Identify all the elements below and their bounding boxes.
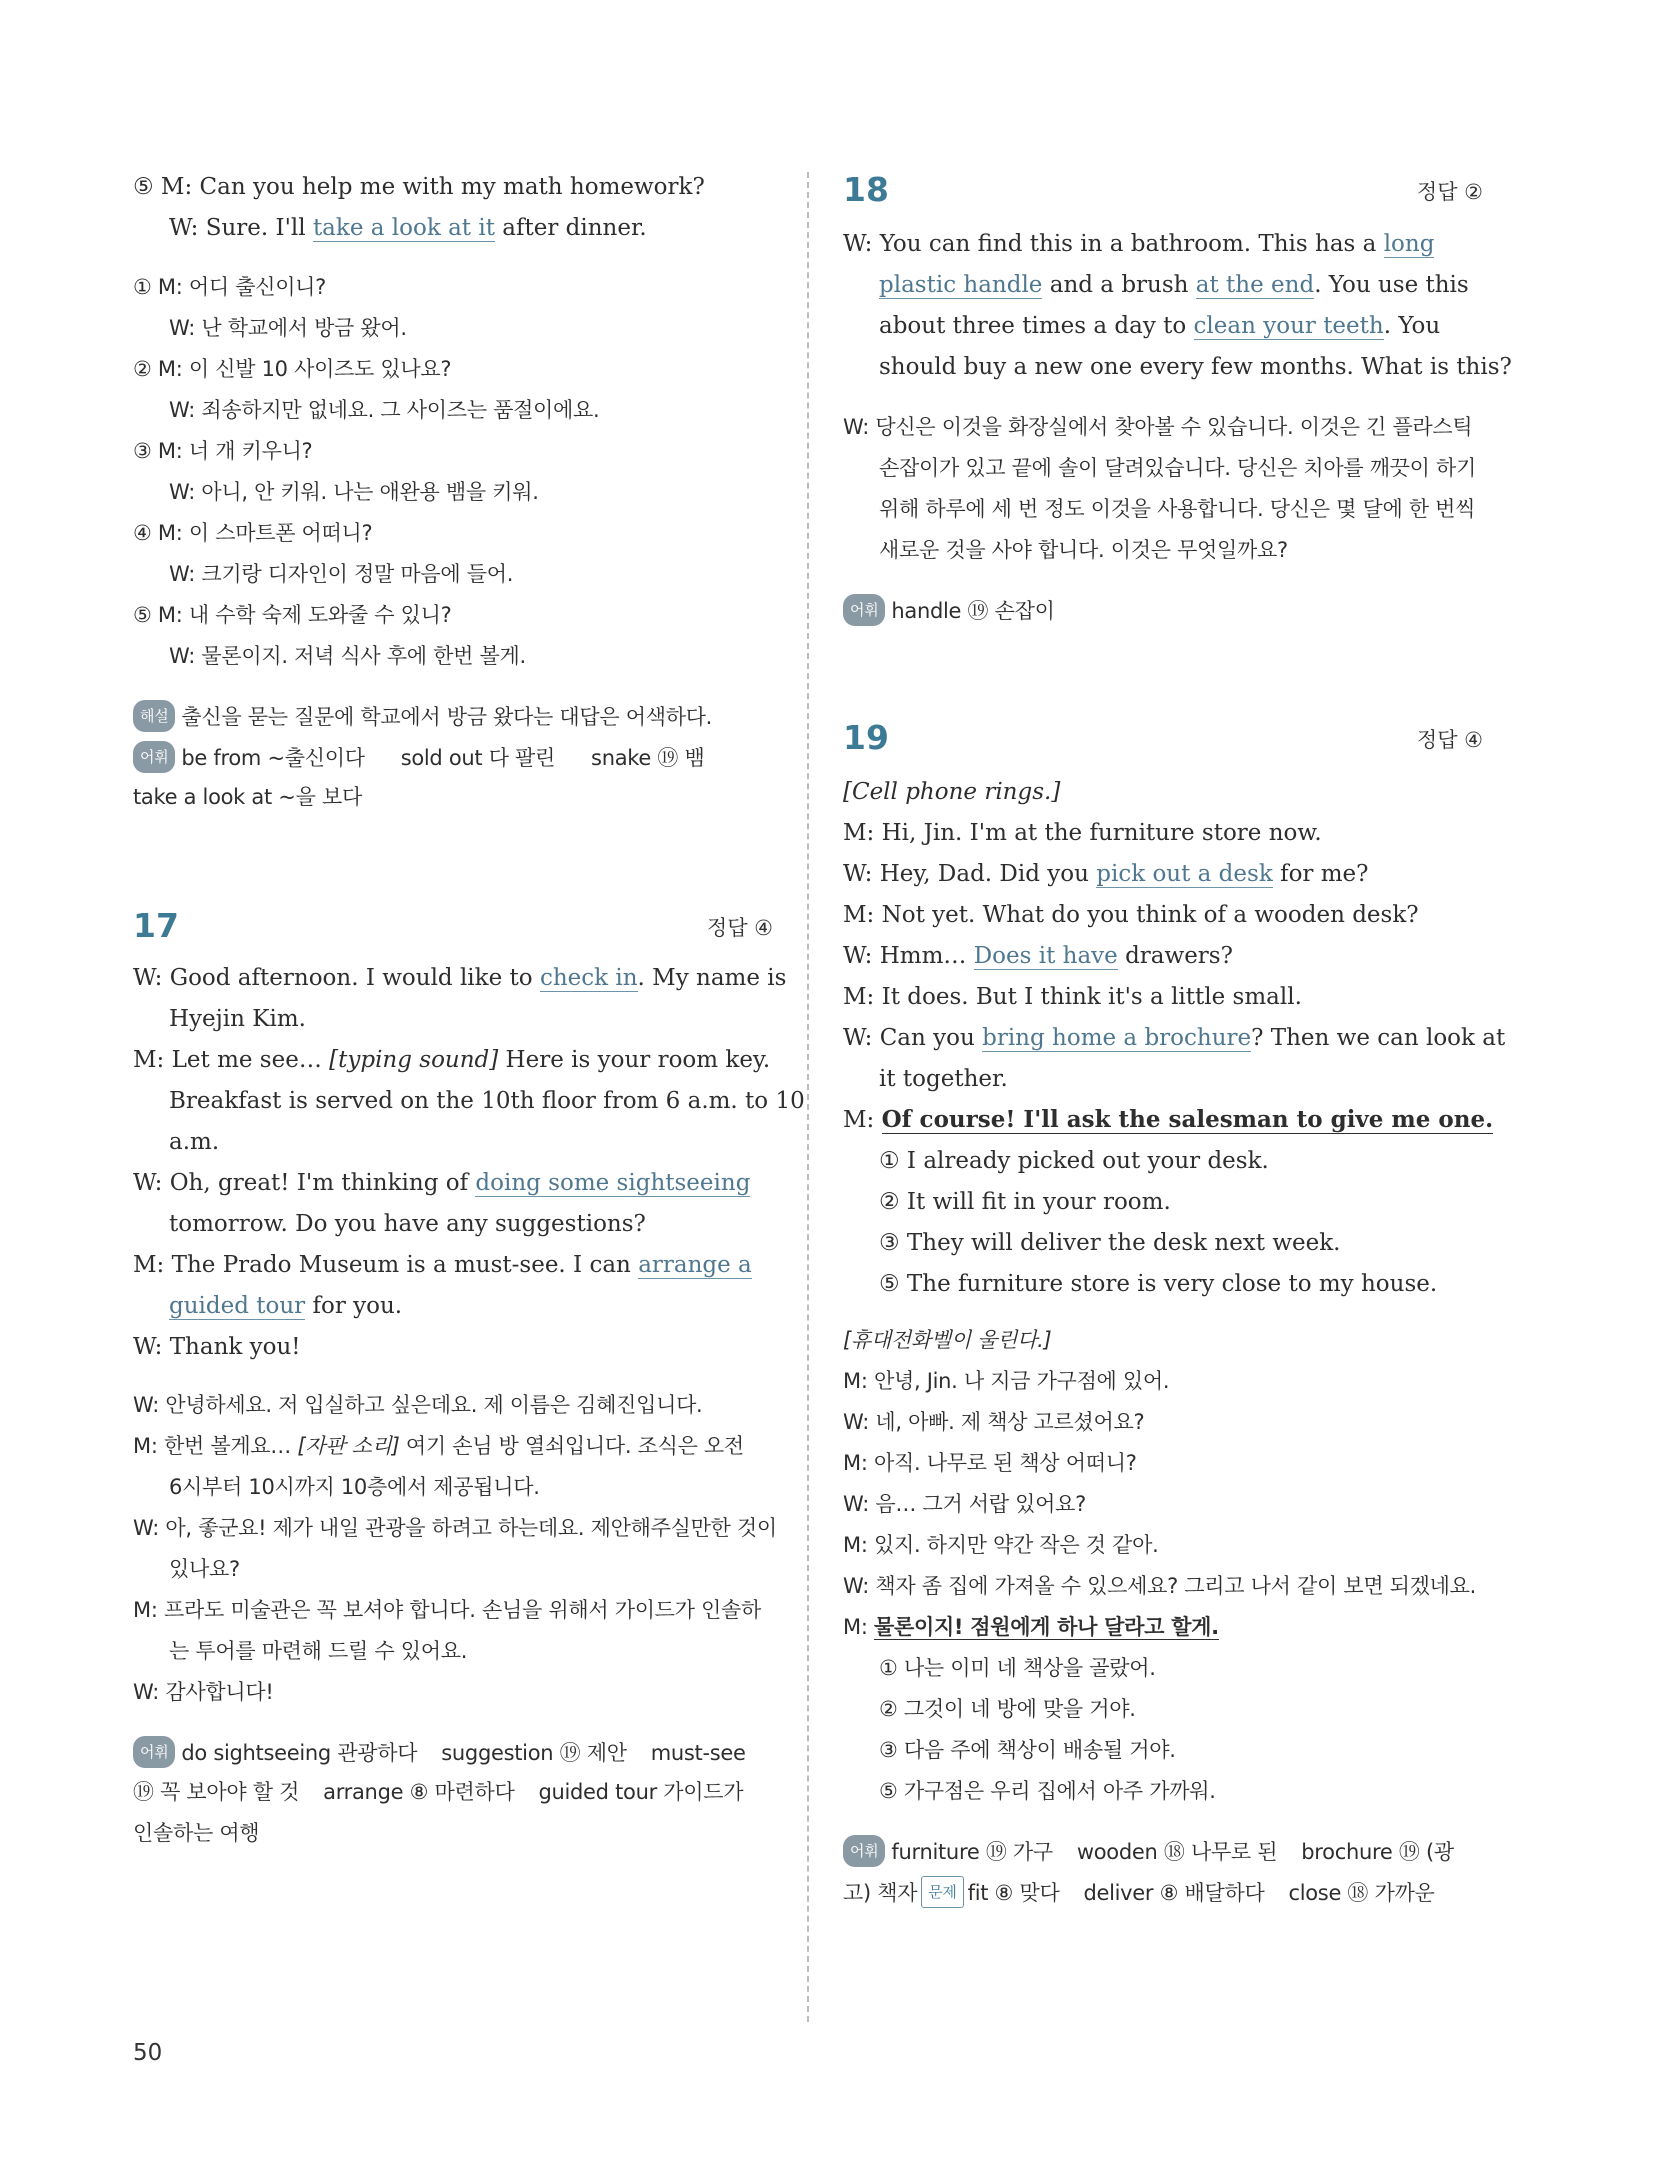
- vocab-tag: 어휘: [133, 1736, 175, 1768]
- question-number: 18: [843, 170, 889, 209]
- option-line: ③ They will deliver the desk next week.: [879, 1230, 1341, 1256]
- option-line: ② It will fit in your room.: [879, 1189, 1171, 1215]
- translation-line: M: 한번 볼게요… [자판 소리] 여기 손님 방 열쇠입니다. 조식은 오전: [133, 1434, 744, 1458]
- translation-line: W: 물론이지. 저녁 식사 후에 한번 볼게.: [169, 644, 526, 668]
- option-line: ③ 다음 주에 책상이 배송될 거야.: [879, 1738, 1176, 1762]
- dialogue-line: plastic handle and a brush at the end. You use this: [879, 272, 1469, 298]
- dictation-blank: Does it have: [973, 943, 1118, 969]
- translation-line: W: 난 학교에서 방금 왔어.: [169, 316, 407, 340]
- translation-line: W: 안녕하세요. 저 입실하고 싶은데요. 제 이름은 김혜진입니다.: [133, 1393, 703, 1417]
- translation-line: 는 투어를 마련해 드릴 수 있어요.: [169, 1639, 468, 1663]
- translation-line: 6시부터 10시까지 10층에서 제공됩니다.: [169, 1475, 540, 1499]
- dialogue-line: M: Let me see… [typing sound] Here is your room key.: [133, 1047, 771, 1073]
- question-number: 19: [843, 718, 889, 757]
- translation-line: M: 물론이지! 점원에게 하나 달라고 할게.: [843, 1615, 1219, 1639]
- translation-line: M: 프라도 미술관은 꼭 보셔야 합니다. 손님을 위해서 가이드가 인솔하: [133, 1598, 761, 1622]
- dialogue-line: Breakfast is served on the 10th floor from 6 a.m. to 10: [169, 1088, 805, 1114]
- dialogue-line: M: Not yet. What do you think of a wooden desk?: [843, 902, 1419, 928]
- page-number: 50: [133, 2040, 163, 2066]
- dialogue-line: it together.: [879, 1066, 1008, 1092]
- dialogue-line: W: You can find this in a bathroom. This has a long: [843, 231, 1435, 257]
- translation-line: ① M: 어디 출신이니?: [133, 275, 327, 299]
- translation-line: ⑤ M: 내 수학 숙제 도와줄 수 있니?: [133, 603, 452, 627]
- translation-line: M: 아직. 나무로 된 책상 어떠니?: [843, 1451, 1137, 1475]
- option-line: ① 나는 이미 네 책상을 골랐어.: [879, 1656, 1156, 1680]
- translation-line: W: 음… 그거 서랍 있어요?: [843, 1492, 1086, 1516]
- option-line: ① I already picked out your desk.: [879, 1148, 1269, 1174]
- translation-line: M: 있지. 하지만 약간 작은 것 같아.: [843, 1533, 1159, 1557]
- dialogue-line: a.m.: [169, 1129, 220, 1155]
- stage-direction: [Cell phone rings.]: [843, 779, 1061, 805]
- dictation-blank: plastic handle: [879, 272, 1043, 298]
- translation-line: 있나요?: [169, 1557, 240, 1581]
- dialogue-line: should buy a new one every few months. What is this?: [879, 354, 1512, 380]
- option-line: ⑤ 가구점은 우리 집에서 아주 가까워.: [879, 1779, 1216, 1803]
- dictation-blank: doing some sightseeing: [475, 1170, 751, 1196]
- vocab-tag: 어휘: [843, 594, 885, 626]
- dialogue-line: W: Sure. I'll take a look at it after dinner.: [169, 215, 647, 241]
- dialogue-line: M: It does. But I think it's a little small.: [843, 984, 1302, 1010]
- vocab-tag: 어휘: [843, 1835, 885, 1867]
- dictation-blank: guided tour: [169, 1293, 306, 1319]
- option-line: ⑤ The furniture store is very close to my house.: [879, 1271, 1438, 1297]
- answer-sentence: Of course! I'll ask the salesman to give me one.: [881, 1106, 1494, 1133]
- translation-line: W: 당신은 이것을 화장실에서 찾아볼 수 있습니다. 이것은 긴 플라스틱: [843, 415, 1473, 439]
- dialogue-line: W: Hey, Dad. Did you pick out a desk for me?: [843, 861, 1369, 887]
- dialogue-line: M: Of course! I'll ask the salesman to give me one.: [843, 1106, 1494, 1133]
- dialogue-line: W: Good afternoon. I would like to check in. My name is: [133, 965, 787, 991]
- dictation-blank: at the end: [1195, 272, 1315, 298]
- translation-line: 위해 하루에 세 번 정도 이것을 사용합니다. 당신은 몇 달에 한 번씩: [879, 497, 1476, 521]
- translation-line: W: 크기랑 디자인이 정말 마음에 들어.: [169, 562, 514, 586]
- translation-line: W: 아니, 안 키워. 나는 애완용 뱀을 키워.: [169, 480, 539, 504]
- translation-line: ④ M: 이 스마트폰 어떠니?: [133, 521, 373, 545]
- vocab-line: 고) 책자 문제 fit ⑧ 맞다 deliver ⑧ 배달하다 close ⑱ 가까운: [843, 1876, 1434, 1908]
- explanation-line: 해설 출신을 묻는 질문에 학교에서 방금 왔다는 대답은 어색하다.: [133, 700, 712, 732]
- answer-sentence: 물론이지! 점원에게 하나 달라고 할게.: [873, 1615, 1219, 1639]
- translation-line: W: 감사합니다!: [133, 1680, 274, 1704]
- dialogue-line: Hyejin Kim.: [169, 1006, 306, 1032]
- option-line: ② 그것이 네 방에 맞을 거야.: [879, 1697, 1136, 1721]
- translation-line: 손잡이가 있고 끝에 솔이 달려있습니다. 당신은 치아를 깨끗이 하기: [879, 456, 1476, 480]
- dialogue-line: tomorrow. Do you have any suggestions?: [169, 1211, 646, 1237]
- translation-line: W: 아, 좋군요! 제가 내일 관광을 하려고 하는데요. 제안해주실만한 것이: [133, 1516, 777, 1540]
- dictation-blank: bring home a brochure: [982, 1025, 1252, 1051]
- dialogue-line: about three times a day to clean your teeth. You: [879, 313, 1441, 339]
- vocab-tag: 어휘: [133, 741, 175, 773]
- answer-key: 정답 ④: [1416, 728, 1483, 752]
- explanation-tag: 해설: [133, 700, 175, 732]
- translation-line: 새로운 것을 사야 합니다. 이것은 무엇일까요?: [879, 538, 1288, 562]
- dialogue-line: M: The Prado Museum is a must-see. I can arrange a: [133, 1252, 752, 1278]
- vocab-line: 어휘 be from ~출신이다 sold out 다 팔린 snake ⑲ 뱀: [133, 741, 704, 773]
- translation-line: W: 네, 아빠. 제 책상 고르셨어요?: [843, 1410, 1145, 1434]
- dialogue-line: W: Oh, great! I'm thinking of doing some sightseeing: [133, 1170, 751, 1196]
- translation-line: W: 죄송하지만 없네요. 그 사이즈는 품절이에요.: [169, 398, 600, 422]
- column-divider: [807, 172, 809, 2022]
- vocab-line: ⑲ 꼭 보아야 할 것 arrange ⑧ 마련하다 guided tour 가이드가: [133, 1780, 744, 1804]
- translation-line: W: 책자 좀 집에 가져올 수 있으세요? 그리고 나서 같이 보면 되겠네요.: [843, 1574, 1476, 1598]
- question-number: 17: [133, 906, 179, 945]
- dictation-blank: pick out a desk: [1096, 861, 1273, 887]
- dictation-blank: arrange a: [638, 1252, 752, 1278]
- vocab-line: take a look at ~을 보다: [133, 785, 362, 809]
- stage-direction: [휴대전화벨이 울린다.]: [843, 1328, 1052, 1352]
- translation-line: M: 안녕, Jin. 나 지금 가구점에 있어.: [843, 1369, 1170, 1393]
- dialogue-line: M: Hi, Jin. I'm at the furniture store now.: [843, 820, 1322, 846]
- vocab-line: 인솔하는 여행: [133, 1821, 260, 1845]
- vocab-line: 어휘 furniture ⑲ 가구 wooden ⑱ 나무로 된 brochure ⑲ (광: [843, 1835, 1454, 1867]
- dictation-blank: take a look at it: [312, 215, 495, 241]
- translation-line: ③ M: 너 개 키우니?: [133, 439, 313, 463]
- dialogue-line: W: Hmm… Does it have drawers?: [843, 943, 1233, 969]
- dictation-blank: long: [1383, 231, 1435, 257]
- answer-key: 정답 ②: [1416, 180, 1483, 204]
- dialogue-line: W: Can you bring home a brochure? Then we can look at: [843, 1025, 1506, 1051]
- dialogue-line: ⑤ M: Can you help me with my math homework?: [133, 174, 705, 200]
- answer-key: 정답 ④: [706, 916, 773, 940]
- problem-tag: 문제: [921, 1876, 963, 1908]
- dictation-blank: check in: [539, 965, 638, 991]
- dictation-blank: clean your teeth: [1193, 313, 1384, 339]
- vocab-line: 어휘 handle ⑲ 손잡이: [843, 594, 1055, 626]
- dialogue-line: guided tour for you.: [169, 1293, 403, 1319]
- translation-line: ② M: 이 신발 10 사이즈도 있나요?: [133, 357, 452, 381]
- dialogue-line: W: Thank you!: [133, 1334, 301, 1360]
- vocab-line: 어휘 do sightseeing 관광하다 suggestion ⑲ 제안 must-see: [133, 1736, 746, 1768]
